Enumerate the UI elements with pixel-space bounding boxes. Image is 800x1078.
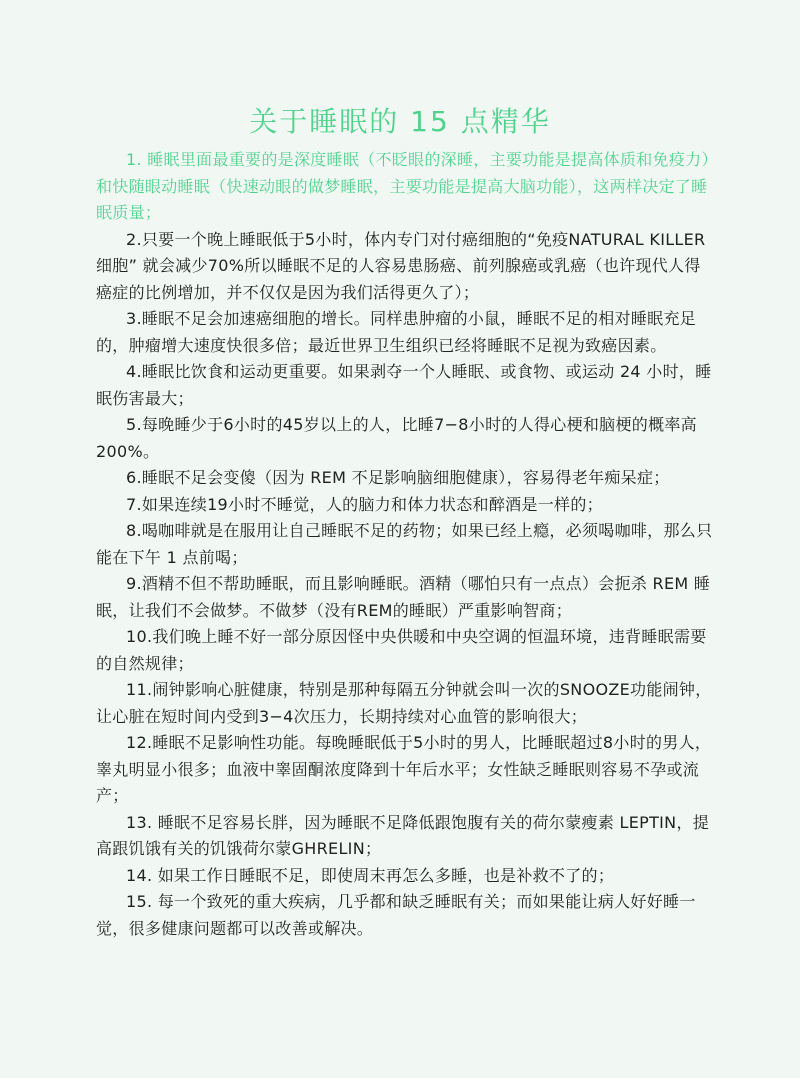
point-10: 10.我们晚上睡不好一部分原因怪中央供暖和中央空调的恒温环境，违背睡眠需要的自然规律； bbox=[96, 627, 707, 673]
point-14: 14. 如果工作日睡眠不足，即使周末再怎么多睡，也是补救不了的； bbox=[126, 865, 615, 885]
document-title: 关于睡眠的 15 点精华 bbox=[249, 105, 551, 138]
point-9: 9.酒精不但不帮助睡眠，而且影响睡眠。酒精（哪怕只有一点点）会扼杀 REM 睡眠，让我们不会做梦。不做梦（没有REM的睡眠）严重影响智商； bbox=[96, 574, 711, 620]
point-15: 15. 每一个致死的重大疾病，几乎都和缺乏睡眠有关；而如果能让病人好好睡一觉，很多健康问题都可以改善或解决。 bbox=[96, 892, 696, 938]
point-5: 5.每晚睡少于6小时的45岁以上的人，比睡7−8小时的人得心梗和脑梗的概率高200%。 bbox=[96, 415, 697, 461]
point-11: 11.闹钟影响心脏健康，特别是那种每隔五分钟就会叫一次的SNOOZE功能闹钟，让心脏在短时间内受到3−4次压力，长期持续对心血管的影响很大； bbox=[96, 680, 712, 726]
sleep-points-list bbox=[96, 147, 716, 942]
point-3: 3.睡眠不足会加速癌细胞的增长。同样患肿瘤的小鼠，睡眠不足的相对睡眠充足的，肿瘤增大速度快很多倍；最近世界卫生组织已经将睡眠不足视为致癌因素。 bbox=[96, 309, 697, 355]
point-1: 1. 睡眠里面最重要的是深度睡眠（不眨眼的深睡，主要功能是提高体质和免疫力）和快随眼动睡眠（快速动眼的做梦睡眠，主要功能是提高大脑功能），这两样决定了睡眠质量； bbox=[96, 150, 710, 222]
point-2: 2.只要一个晚上睡眠低于5小时，体内专门对付癌细胞的“免疫NATURAL KILLER 细胞” 就会减少70%所以睡眠不足的人容易患肠癌、前列腺癌或乳癌（也许现代人得癌症的比例增加，并不仅仅是因为我们活得更久了）； bbox=[96, 229, 706, 302]
point-13: 13. 睡眠不足容易长胖，因为睡眠不足降低跟饱腹有关的荷尔蒙瘦素 LEPTIN，提高跟饥饿有关的饥饿荷尔蒙GHRELIN； bbox=[96, 812, 710, 858]
point-7: 7.如果连续19小时不睡觉，人的脑力和体力状态和醉酒是一样的； bbox=[126, 494, 603, 514]
point-4: 4.睡眠比饮食和运动更重要。如果剥夺一个人睡眠、或食物、或运动 24 小时，睡眠伤害最大； bbox=[96, 362, 712, 408]
point-6: 6.睡眠不足会变傻（因为 REM 不足影响脑细胞健康），容易得老年痴呆症； bbox=[126, 468, 670, 487]
point-12: 12.睡眠不足影响性功能。每晚睡眠低于5小时的男人，比睡眠超过8小时的男人，睾丸明显小很多；血液中睾固酮浓度降到十年后水平；女性缺乏睡眠则容易不孕或流产； bbox=[96, 733, 712, 805]
point-8: 8.喝咖啡就是在服用让自己睡眠不足的药物；如果已经上瘾，必须喝咖啡，那么只能在下午 1 点前喝； bbox=[96, 521, 713, 567]
